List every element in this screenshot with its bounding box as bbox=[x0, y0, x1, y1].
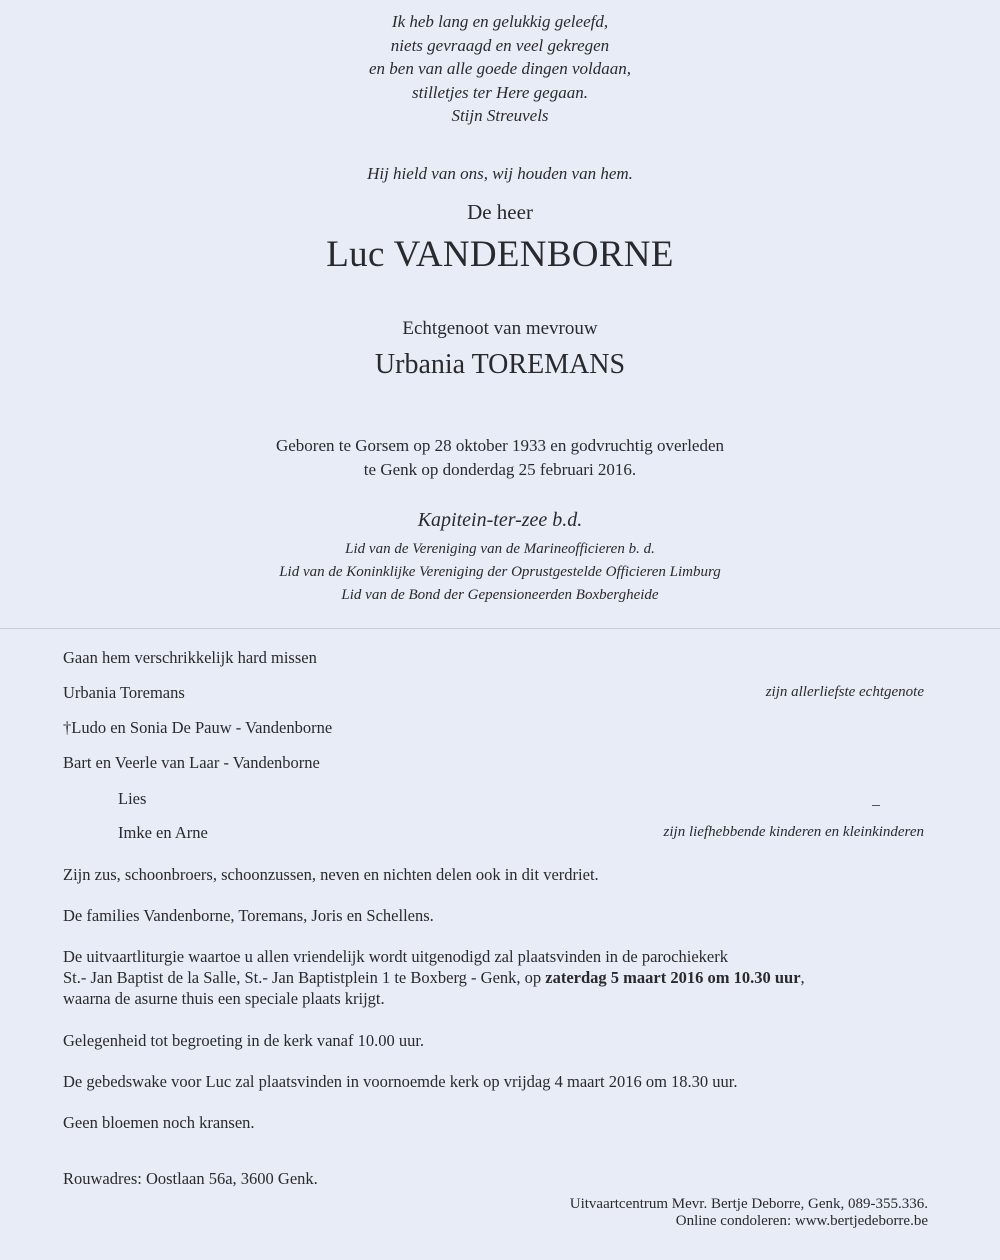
mourner-spouse: Urbania Toremans bbox=[63, 683, 185, 702]
flowers-paragraph: Geen bloemen noch kransen. bbox=[63, 1113, 255, 1132]
birth-line: Geboren te Gorsem op 28 oktober 1933 en godvruchtig overleden bbox=[275, 436, 725, 455]
online-condolences: Online condoleren: www.bertjedeborre.be bbox=[675, 1213, 928, 1229]
funeral-home-contact: Uitvaartcentrum Mevr. Bertje Deborre, Genk, 089-355.336. bbox=[569, 1196, 928, 1212]
spouse-name: Urbania TOREMANS bbox=[374, 349, 626, 380]
rank: Kapitein-ter-zee b.d. bbox=[417, 509, 583, 531]
poem-line: en ben van alle goede dingen voldaan, bbox=[368, 59, 631, 78]
children-role: zijn liefhebbende kinderen en kleinkinderen bbox=[663, 824, 924, 840]
memberships bbox=[0, 538, 1000, 607]
wake-paragraph: De gebedswake voor Luc zal plaatsvinden in voornoemde kerk op vrijdag 4 maart 2016 om 18.30 uur. bbox=[63, 1072, 738, 1091]
funeral-location: St.- Jan Baptist de la Salle, St.- Jan Baptistplein 1 te Boxberg - Genk, op bbox=[63, 968, 546, 987]
motto: Hij hield van ons, wij houden van hem. bbox=[367, 164, 633, 183]
mourners-intro: Gaan hem verschrikkelijk hard missen bbox=[63, 648, 317, 667]
membership-item: Lid van de Bond der Gepensioneerden Boxbergheide bbox=[341, 587, 659, 603]
poem-line: niets gevraagd en veel gekregen bbox=[390, 35, 610, 55]
funeral-datetime: zaterdag 5 maart 2016 om 10.30 uur bbox=[545, 968, 801, 987]
membership-item: Lid van de Koninklijke Vereniging der Oprustgestelde Officieren Limburg bbox=[279, 564, 721, 580]
siblings-paragraph: Zijn zus, schoonbroers, schoonzussen, neven en nichten delen ook in dit verdriet. bbox=[63, 865, 599, 884]
funeral-paragraph bbox=[63, 946, 805, 1009]
stray-mark bbox=[872, 805, 880, 806]
mourner-child: †Ludo en Sonia De Pauw - Vandenborne bbox=[63, 718, 333, 737]
funeral-line: waarna de asurne thuis een speciale plaats krijgt. bbox=[63, 989, 385, 1008]
poem-line: stilletjes ter Here gegaan. bbox=[412, 82, 588, 102]
salutation: De heer bbox=[467, 200, 533, 224]
mourner-child: Bart en Veerle van Laar - Vandenborne bbox=[63, 753, 320, 772]
membership-item: Lid van de Vereniging van de Marineofficieren b. d. bbox=[345, 541, 655, 557]
poem-author: Stijn Streuvels bbox=[451, 106, 549, 125]
deceased-name: Luc VANDENBORNE bbox=[326, 234, 674, 275]
poem bbox=[0, 10, 1000, 128]
spouse-intro: Echtgenoot van mevrouw bbox=[402, 318, 598, 339]
funeral-line-end: , bbox=[800, 968, 805, 987]
mourner-grandchild: Imke en Arne bbox=[118, 823, 208, 842]
poem-line: Ik heb lang en gelukkig geleefd, bbox=[391, 12, 609, 31]
greeting-paragraph: Gelegenheid tot begroeting in de kerk vanaf 10.00 uur. bbox=[63, 1031, 425, 1050]
funeral-line: De uitvaartliturgie waartoe u allen vriendelijk wordt uitgenodigd zal plaatsvinden in de parochiekerk bbox=[63, 947, 728, 966]
birth-death-info bbox=[0, 434, 1000, 482]
spouse-role: zijn allerliefste echtgenote bbox=[765, 684, 924, 700]
funeral-line bbox=[63, 967, 805, 988]
mourner-grandchild: Lies bbox=[118, 789, 147, 808]
death-line: te Genk op donderdag 25 februari 2016. bbox=[363, 460, 637, 479]
families-paragraph: De families Vandenborne, Toremans, Joris en Schellens. bbox=[63, 906, 434, 925]
funeral-home-footer bbox=[570, 1196, 928, 1230]
mourning-address: Rouwadres: Oostlaan 56a, 3600 Genk. bbox=[63, 1169, 318, 1188]
fold-divider bbox=[0, 628, 1000, 629]
